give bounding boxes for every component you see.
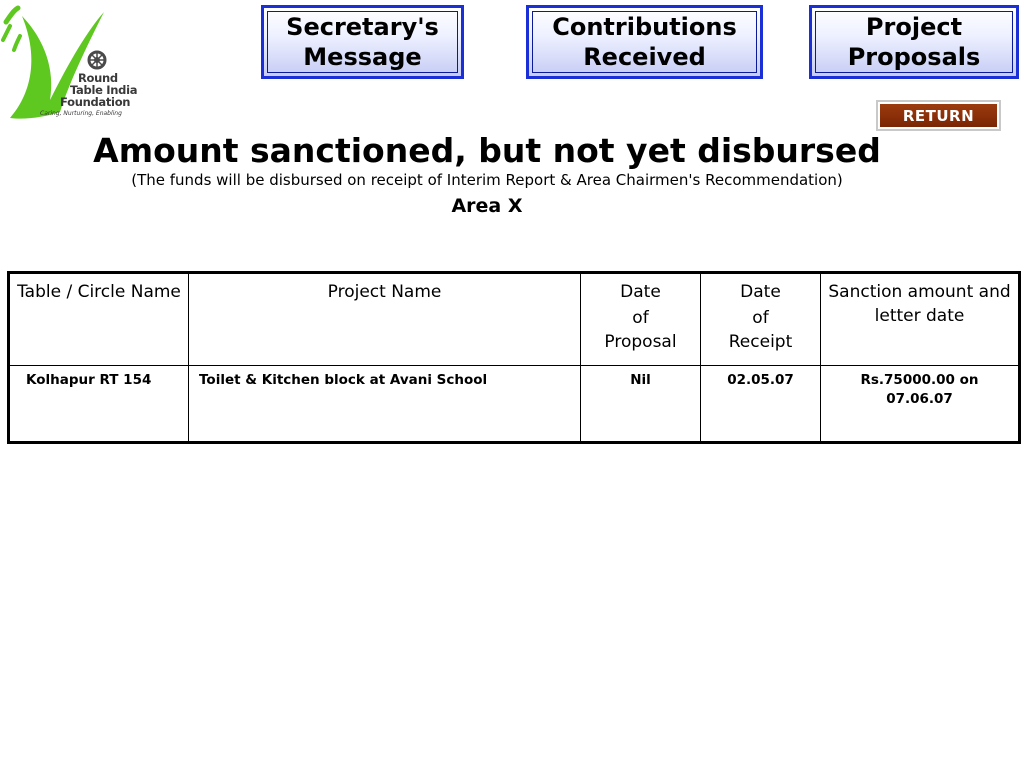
- header-receipt-line-2: of: [752, 308, 769, 328]
- header-receipt-line-3: Receipt: [728, 332, 793, 352]
- logo-tagline: Caring, Nurturing, Enabling: [40, 110, 122, 117]
- contributions-received-button[interactable]: [526, 5, 763, 79]
- secretarys-message-button[interactable]: [261, 5, 464, 79]
- logo-line-1: Round: [78, 71, 118, 85]
- page-subtitle: (The funds will be disbursed on receipt of Interim Report & Area Chairmen's Recommendation): [131, 171, 843, 189]
- return-button[interactable]: [876, 100, 1001, 131]
- cell-proposal-date: Nil: [581, 366, 701, 443]
- header-sanction-amount: Sanction amount and letter date: [821, 273, 1020, 366]
- header-project-name: Project Name: [189, 273, 581, 366]
- return-label: RETURN: [880, 104, 997, 127]
- logo-line-3: Foundation: [60, 95, 131, 109]
- header-date-of-proposal: [581, 273, 701, 366]
- logo-wordmark: [58, 72, 137, 108]
- header-circle-name: Table / Circle Name: [9, 273, 189, 366]
- cell-project-name: Toilet & Kitchen block at Avani School: [189, 366, 581, 443]
- secretarys-message-label: Secretary's Message: [286, 13, 439, 71]
- area-heading: Area X: [451, 195, 523, 217]
- header-proposal-line-2: of: [632, 308, 649, 328]
- table-header-row: [9, 273, 1020, 366]
- page-title: Amount sanctioned, but not yet disbursed: [93, 131, 881, 170]
- table-row: [9, 366, 1020, 443]
- cell-circle-name: Kolhapur RT 154: [9, 366, 189, 443]
- cell-receipt-date: 02.05.07: [701, 366, 821, 443]
- header-proposal-line-3: Proposal: [604, 332, 677, 352]
- project-proposals-label: Project Proposals: [847, 13, 981, 71]
- cell-sanction-amount: Rs.75000.00 on 07.06.07: [821, 366, 1020, 443]
- project-proposals-button[interactable]: [809, 5, 1019, 79]
- contributions-received-label: Contributions Received: [552, 13, 737, 71]
- sanctioned-projects-table: [7, 271, 1021, 444]
- header-receipt-line-1: Date: [740, 282, 781, 302]
- header-proposal-line-1: Date: [620, 282, 661, 302]
- foundation-logo: [0, 0, 150, 124]
- logo-line-2: Table India: [70, 83, 138, 97]
- header-date-of-receipt: [701, 273, 821, 366]
